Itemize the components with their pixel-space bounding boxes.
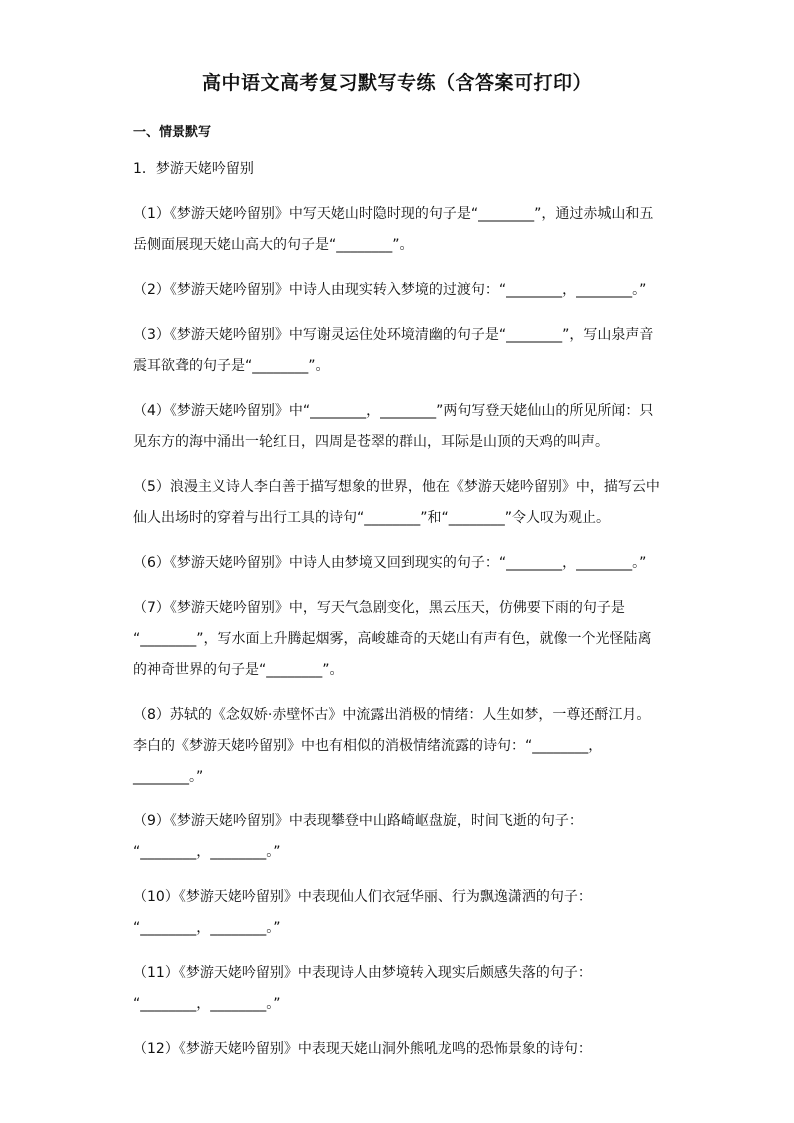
question-8-line-2: 李白的《梦游天姥吟留别》中也有相似的消极情绪流露的诗句：“________， xyxy=(133,738,603,754)
question-1-line-2: 岳侧面展现天姥山高大的句子是“________”。 xyxy=(133,237,414,253)
question-4-line-1: （4）《梦游天姥吟留别》中“________，________”两句写登天姥仙山的所见所闻：只 xyxy=(133,403,654,419)
question-12-line-1: （12）《梦游天姥吟留别》中表现天姥山洞外熊吼龙鸣的恐怖景象的诗句： xyxy=(133,1041,592,1057)
question-1-line-1: （1）《梦游天姥吟留别》中写天姥山时隐时现的句子是“________”，通过赤城山和五 xyxy=(133,206,654,222)
question-2-line-1: （2）《梦游天姥吟留别》中诗人由现实转入梦境的过渡句：“________，________。” xyxy=(133,282,647,298)
question-7-line-1: （7）《梦游天姥吟留别》中，写天气急剧变化，黑云压天，仿佛要下雨的句子是 xyxy=(133,600,625,616)
question-9-line-1: （9）《梦游天姥吟留别》中表现攀登中山路崎岖盘旋，时间飞逝的句子： xyxy=(133,813,583,829)
question-10-line-2: “________，________。” xyxy=(133,920,281,936)
section-heading: 一、情景默写 xyxy=(133,125,212,140)
question-3-line-2: 震耳欲聋的句子是“________”。 xyxy=(133,358,330,374)
question-10-line-1: （10）《梦游天姥吟留别》中表现仙人们衣冠华丽、行为飘逸潇洒的句子： xyxy=(133,889,592,905)
document-title: 高中语文高考复习默写专练（含答案可打印） xyxy=(201,72,592,94)
question-4-line-2: 见东方的海中涌出一轮红日，四周是苍翠的群山，耳际是山顶的天鸡的叫声。 xyxy=(133,434,609,450)
question-8-line-3: ________。” xyxy=(133,769,204,785)
question-3-line-1: （3）《梦游天姥吟留别》中写谢灵运住处环境清幽的句子是“________”，写山泉声音 xyxy=(133,327,654,343)
question-11-line-1: （11）《梦游天姥吟留别》中表现诗人由梦境转入现实后颇感失落的句子： xyxy=(133,965,592,981)
question-7-line-3: 的神奇世界的句子是“________”。 xyxy=(133,662,344,678)
question-9-line-2: “________，________。” xyxy=(133,844,281,860)
question-5-line-2: 仙人出场时的穿着与出行工具的诗句“________”和“________”令人叹为观止。 xyxy=(133,510,611,526)
question-11-line-2: “________，________。” xyxy=(133,996,281,1012)
question-8-line-1: （8）苏轼的《念奴娇·赤壁怀古》中流露出消极的情绪：人生如梦，一尊还酹江月。 xyxy=(133,707,651,723)
question-5-line-1: （5）浪漫主义诗人李白善于描写想象的世界，他在《梦游天姥吟留别》中，描写云中 xyxy=(133,479,660,495)
question-heading: 1．梦游天姥吟留别 xyxy=(133,161,254,177)
question-6-line-1: （6）《梦游天姥吟留别》中诗人由梦境又回到现实的句子：“________，________。” xyxy=(133,555,647,571)
question-7-line-2: “________”，写水面上升腾起烟雾，高峻雄奇的天姥山有声有色，就像一个光怪陆离 xyxy=(133,631,652,647)
